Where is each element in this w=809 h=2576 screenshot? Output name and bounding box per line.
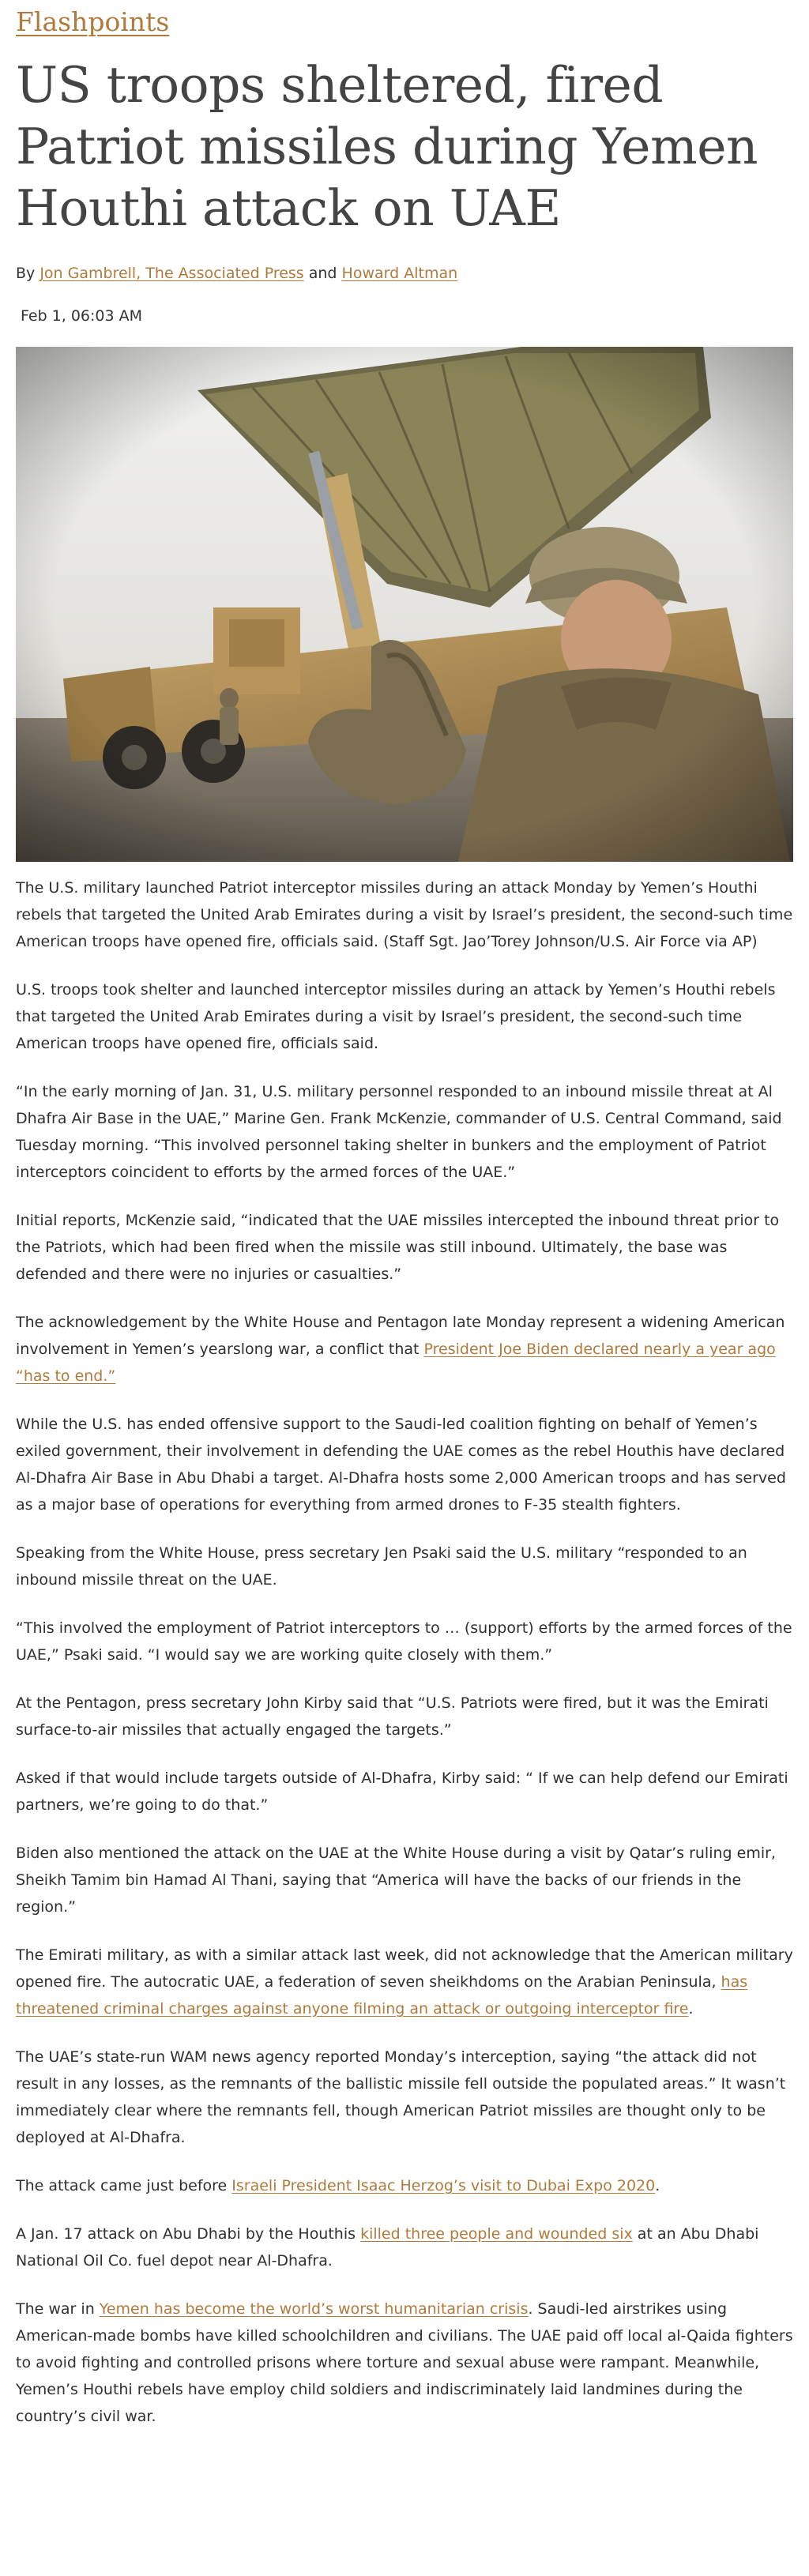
paragraph-text: .	[655, 2177, 660, 2194]
paragraph: Biden also mentioned the attack on the UAE at the White House during a visit by Qatar’s ruling emir, Sheikh Tamim bin Hamad Al Thani, saying that “America will have the backs of our friends in the region.”	[16, 1845, 776, 1916]
paragraph-text: at an Abu Dhabi National Oil Co. fuel depot near Al-Dhafra.	[16, 2225, 759, 2270]
paragraph: “In the early morning of Jan. 31, U.S. military personnel responded to an inbound missile threat at Al Dhafra Air Base in the UAE,” Marine Gen. Frank McKenzie, commander of U.S. Central Command, said Tuesday morning. “This involved personnel taking shelter in bunkers and the employment of Patriot interceptors coincident to efforts by the armed forces of the UAE.”	[16, 1083, 782, 1181]
paragraph: The UAE’s state-run WAM news agency reported Monday’s interception, saying “the attack did not result in any losses, as the remnants of the ballistic missile fell outside the populated areas.” It wasn’t immediately clear where the remnants fell, though American Patriot missiles are thought only to be deployed at Al-Dhafra.	[16, 2048, 786, 2146]
paragraph	[16, 1942, 793, 2022]
paragraph: “This involved the employment of Patriot interceptors to … (support) efforts by the armed forces of the UAE,” Psaki said. “I would say we are working quite closely with them.”	[16, 1619, 792, 1664]
paragraph: Asked if that would include targets outside of Al-Dhafra, Kirby said: “ If we can help defend our Emirati partners, we’re going to do that.”	[16, 1769, 788, 1814]
hero-image	[16, 347, 793, 862]
paragraph-text: A Jan. 17 attack on Abu Dhabi by the Houthis	[16, 2225, 361, 2243]
paragraph: U.S. troops took shelter and launched interceptor missiles during an attack by Yemen’s Houthi rebels that targeted the United Arab Emirates during a visit by Israel’s president, the second-such time American troops have opened fire, officials said.	[16, 981, 776, 1052]
patriot-launcher-photo-icon	[16, 347, 793, 862]
image-caption: The U.S. military launched Patriot interceptor missiles during an attack Monday by Yemen’s Houthi rebels that targeted the United Arab Emirates during a visit by Israel’s president, the second-such time American troops have opened fire, officials said. (Staff Sgt. Jao’Torey Johnson/U.S. Air Force via AP)	[16, 879, 793, 950]
paragraph: At the Pentagon, press secretary John Kirby said that “U.S. Patriots were fired, but it was the Emirati surface-to-air missiles that actually engaged the targets.”	[16, 1694, 769, 1739]
paragraph-text: The acknowledgement by the White House and Pentagon late Monday represent a widening American involvement in Yemen’s yearslong war, a conflict that	[16, 1314, 785, 1358]
paragraph	[16, 2296, 793, 2430]
paragraph-text: The attack came just before	[16, 2177, 232, 2194]
paragraph	[16, 2221, 793, 2274]
paragraph-text: The war in	[16, 2300, 100, 2318]
headline: US troops sheltered, fired Patriot missiles during Yemen Houthi attack on UAE	[16, 56, 758, 237]
criminal-charges-link[interactable]: has threatened criminal charges against anyone filming an attack or outgoing interceptor fire	[16, 1973, 748, 2018]
section-link[interactable]: Flashpoints	[16, 6, 170, 37]
paragraph: Speaking from the White House, press secretary Jen Psaki said the U.S. military “responded to an inbound missile threat on the UAE.	[16, 1544, 747, 1589]
herzog-visit-link[interactable]: Israeli President Isaac Herzog’s visit to Dubai Expo 2020	[231, 2177, 656, 2194]
paragraph	[16, 1309, 793, 1390]
paragraph	[16, 2172, 793, 2199]
paragraph-text: . Saudi-led airstrikes using American-made bombs have killed schoolchildren and civilians. The UAE paid off local al-Qaida fighters to avoid fighting and controlled prisons where torture and sexual abuse were rampant. Meanwhile, Yemen’s Houthi rebels have employ child soldiers and indiscriminately laid landmines during the country’s civil war.	[16, 2300, 793, 2425]
byline-joiner: and	[308, 265, 337, 282]
paragraph: Initial reports, McKenzie said, “indicated that the UAE missiles intercepted the inbound threat prior to the Patriots, which had been fired when the missile was still inbound. Ultimately, the base was defended and there were no injuries or casualties.”	[16, 1212, 780, 1283]
biden-declared-link[interactable]: President Joe Biden declared nearly a year ago “has to end.”	[16, 1341, 776, 1385]
article-body	[16, 976, 793, 2430]
paragraph: While the U.S. has ended offensive support to the Saudi-led coalition fighting on behalf of Yemen’s exiled government, their involvement in defending the UAE comes as the rebel Houthis have declared Al-Dhafra Air Base in Abu Dhabi a target. Al-Dhafra hosts some 2,000 American troops and has served as a major base of operations for everything from armed drones to F-35 stealth fighters.	[16, 1416, 786, 1514]
publish-date: Feb 1, 06:03 AM	[21, 307, 143, 325]
paragraph-text: .	[688, 2000, 694, 2018]
byline-prefix: By	[16, 265, 36, 282]
byline	[16, 265, 793, 282]
author-link-2[interactable]: Howard Altman	[341, 265, 458, 282]
humanitarian-crisis-link[interactable]: Yemen has become the world’s worst humanitarian crisis	[99, 2300, 529, 2318]
paragraph-text: The Emirati military, as with a similar attack last week, did not acknowledge that the American military opened fire. The autocratic UAE, a federation of seven sheikhdoms on the Arabian Peninsula,	[16, 1946, 793, 1991]
author-link-1[interactable]: Jon Gambrell, The Associated Press	[40, 265, 304, 282]
killed-wounded-link[interactable]: killed three people and wounded six	[360, 2225, 633, 2243]
